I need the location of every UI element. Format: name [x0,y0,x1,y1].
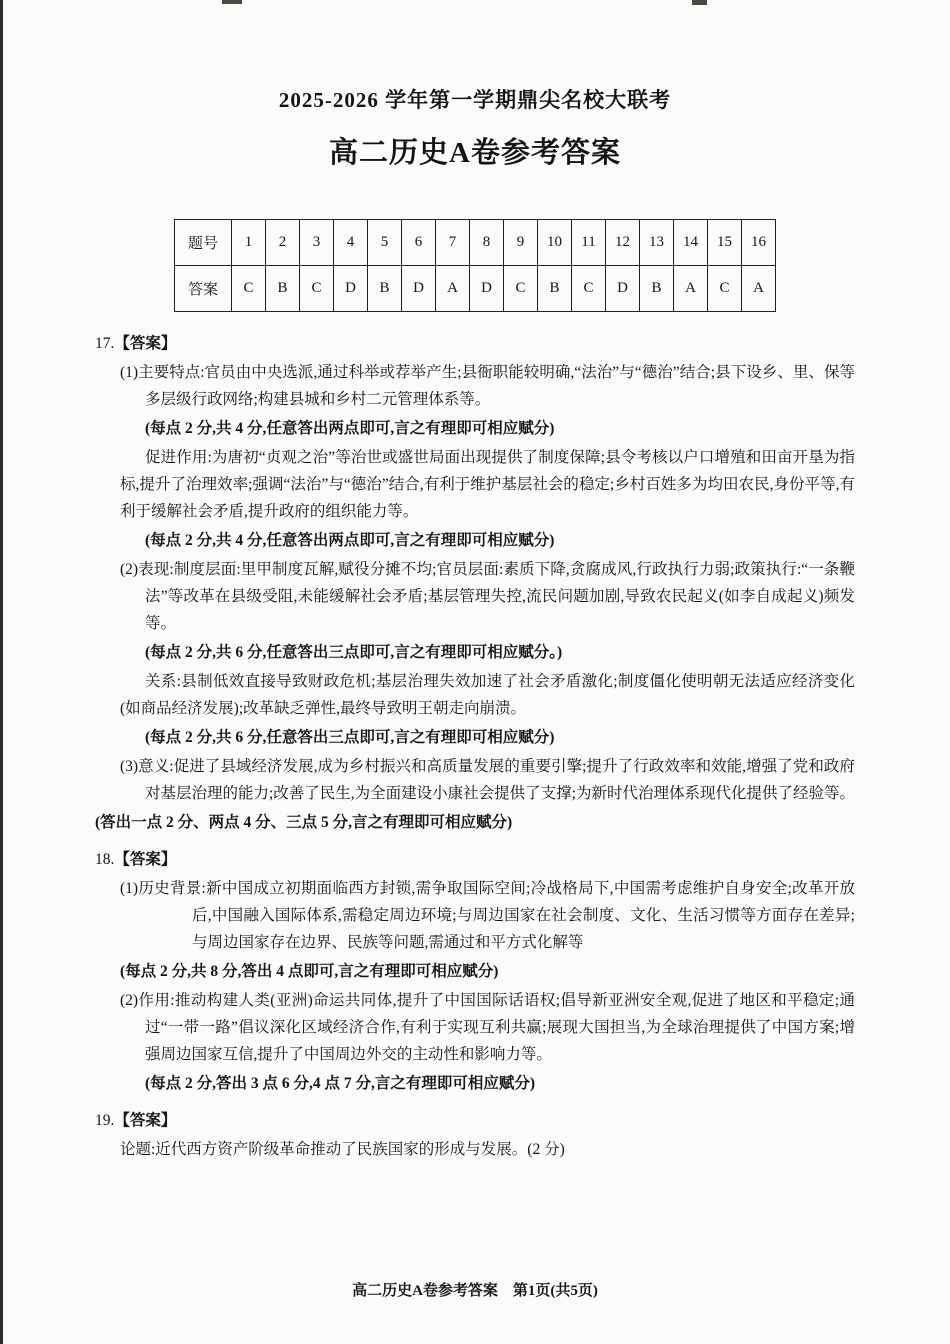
answer-cell: A [742,266,776,312]
question-number-cell: 1 [232,220,266,266]
exam-subtitle: 高二历史A卷参考答案 [329,137,621,169]
answer-cell: B [368,266,402,312]
answer-cell: A [436,266,470,312]
question-18 [95,846,855,1097]
answer-label: 【答案】 [114,851,177,868]
answer-cell: D [334,266,368,312]
answer-row-label: 答案 [175,266,232,312]
answer-table [174,219,776,312]
question-heading [95,1107,855,1134]
answer-label: 【答案】 [114,335,177,352]
question-number-cell: 15 [708,220,742,266]
answer-paragraph: (2)作用:推动构建人类(亚洲)命运共同体,提升了中国国际话语权;倡导新亚洲安全观,促进了地区和平稳定;通过“一带一路”倡议深化区域经济合作,有利于实现互利共赢;展现大国担当,为全球治理提供了中国方案;增强周边国家互信,提升了中国周边外交的主动性和影响力等。 [120,992,855,1063]
answer-paragraph: (2)表现:制度层面:里甲制度瓦解,赋役分摊不均;官员层面:素质下降,贪腐成风,行政执行力弱;政策执行:“一条鞭法”等改革在县级受阻,未能缓解社会矛盾;基层管理失控,流民问题加剧,导致农民起义(如李自成起义)频发等。 [120,561,855,632]
answer-paragraph: (3)意义:促进了县域经济发展,成为乡村振兴和高质量发展的重要引擎;提升了行政效率和效能,增强了党和政府对基层治理的能力;改善了民生,为全面建设小康社会提供了支撑;为新时代治理体系现代化提供了经验等。 [120,758,855,802]
answer-cell: C [504,266,538,312]
question-number-cell: 2 [266,220,300,266]
exam-title: 2025-2026 学年第一学期鼎尖名校大联考 [278,88,672,112]
question-17 [95,330,855,836]
answer-cell: B [640,266,674,312]
score-note: (每点 2 分,共 6 分,任意答出三点即可,言之有理即可相应赋分) [145,729,555,746]
question-number-cell: 3 [300,220,334,266]
question-number-cell: 11 [572,220,606,266]
question-number-cell: 4 [334,220,368,266]
answer-paragraph: 关系:县制低效直接导致财政危机;基层治理失效加速了社会矛盾激化;制度僵化使明朝无法适应经济变化(如商品经济发展);改革缺乏弹性,最终导致明王朝走向崩溃。 [120,673,855,717]
answer-row [175,266,776,312]
answer-cell: D [606,266,640,312]
question-number-cell: 16 [742,220,776,266]
document-header [0,0,950,171]
score-note: (每点 2 分,共 8 分,答出 4 点即可,言之有理即可相应赋分) [120,963,499,980]
answer-paragraph: 促进作用:为唐初“贞观之治”等治世或盛世局面出现提供了制度保障;县令考核以户口增殖和田亩开垦为指标,提升了治理效率;强调“法治”与“德治”结合,有利于维护基层社会的稳定;乡村百姓多为均田农民,身份平等,有利于缓解社会矛盾,提升政府的组织能力等。 [120,449,855,520]
crop-mark [222,0,242,4]
question-number-cell: 12 [606,220,640,266]
answer-cell: C [300,266,334,312]
answer-paragraph: 论题:近代西方资产阶级革命推动了民族国家的形成与发展。(2 分) [120,1141,565,1158]
question-number-cell: 10 [538,220,572,266]
score-note: (每点 2 分,答出 3 点 6 分,4 点 7 分,言之有理即可相应赋分) [145,1075,536,1092]
answer-cell: C [572,266,606,312]
page-footer: 高二历史A卷参考答案 第1页(共5页) [352,1283,598,1299]
question-number-cell: 9 [504,220,538,266]
question-number-cell: 14 [674,220,708,266]
answer-cell: C [232,266,266,312]
score-note: (每点 2 分,共 6 分,任意答出三点即可,言之有理即可相应赋分。) [145,644,563,661]
answer-cell: D [402,266,436,312]
score-note: (答出一点 2 分、两点 4 分、三点 5 分,言之有理即可相应赋分) [95,814,513,831]
answer-cell: B [538,266,572,312]
score-note: (每点 2 分,共 4 分,任意答出两点即可,言之有理即可相应赋分) [145,532,555,549]
question-heading [95,846,855,873]
answer-cell: C [708,266,742,312]
question-number: 18. [95,851,115,868]
question-number-row [175,220,776,266]
answer-cell: D [470,266,504,312]
scan-edge-artifact [0,0,3,1344]
question-number-cell: 5 [368,220,402,266]
answer-label: 【答案】 [114,1112,177,1129]
question-number: 19. [95,1112,115,1129]
answer-paragraph: (1)历史背景:新中国成立初期面临西方封锁,需争取国际空间;冷战格局下,中国需考虑维护自身安全;改革开放后,中国融入国际体系,需稳定周边环境;与周边国家在社会制度、文化、生活习惯等方面存在差异;与周边国家存在边界、民族等问题,需通过和平方式化解等 [120,880,855,951]
answer-paragraph: (1)主要特点:官员由中央选派,通过科举或荐举产生;县衙职能较明确,“法治”与“德治”结合;县下设乡、里、保等多层级行政网络;构建县城和乡村二元管理体系等。 [120,364,855,408]
question-number: 17. [95,335,115,352]
question-number-cell: 7 [436,220,470,266]
answer-cell: B [266,266,300,312]
score-note: (每点 2 分,共 4 分,任意答出两点即可,言之有理即可相应赋分) [145,420,555,437]
answer-cell: A [674,266,708,312]
question-number-row-label: 题号 [175,220,232,266]
answers-body [0,330,950,1163]
question-number-cell: 6 [402,220,436,266]
question-number-cell: 13 [640,220,674,266]
question-heading [95,330,855,357]
question-19 [95,1107,855,1163]
question-number-cell: 8 [470,220,504,266]
crop-mark [692,0,707,5]
